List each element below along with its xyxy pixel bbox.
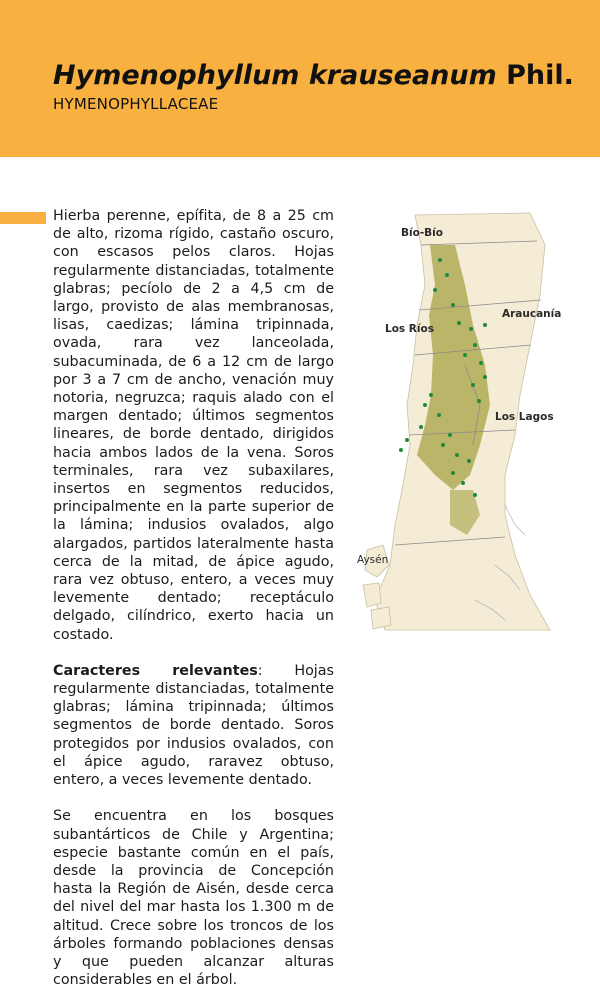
relevant-characters-paragraph bbox=[53, 662, 334, 789]
map-label-biobio: Bío-Bío bbox=[401, 227, 443, 239]
section-marker bbox=[0, 212, 46, 224]
family-name: HYMENOPHYLLACEAE bbox=[53, 95, 219, 113]
relevant-characters-label: Caracteres relevantes bbox=[53, 662, 258, 679]
map-label-losrios: Los Ríos bbox=[385, 323, 434, 335]
distribution-paragraph: Se encuentra en los bosques subantárticos de Chile y Argentina; especie bastante común en el país, desde la provincia de Concepción hasta la Región de Aisén, desde cerca del nivel del mar hasta los 1.300 m de altitud. Crece sobre los troncos de los árboles formando poblaciones densas y que pueden alcanzar alturas considerables en el árbol. bbox=[53, 808, 334, 989]
map-label-aysen: Aysén bbox=[357, 554, 389, 566]
header-band bbox=[0, 0, 600, 157]
text-column bbox=[53, 207, 334, 1007]
distribution-map bbox=[355, 205, 600, 640]
species-author: Phil. bbox=[506, 60, 574, 91]
page-title bbox=[53, 60, 574, 92]
map-label-araucania: Araucanía bbox=[502, 308, 562, 320]
species-name: Hymenophyllum krauseanum bbox=[53, 60, 497, 91]
description-paragraph: Hierba perenne, epífita, de 8 a 25 cm de alto, rizoma rígido, castaño oscuro, con escasos pelos claros. Hojas regularmente distanciadas, totalmente glabras; pecíolo de 2 a 4,5 cm de largo, provisto de alas membranosas, lisas, caedizas; lámina tripinnada, ovada, rara vez lanceolada, subacuminada, de 6 a 12 cm de largo por 3 a 7 cm de ancho, venación muy notoria, negruzca; raquis alado con el margen dentado; últimos segmentos lineares, de borde dentado, dirigidos hacia ambos lados de la vena. Soros terminales, rara vez subaxilares, insertos en segmentos reducidos, principalmente en la parte superior de la lámina; indusios ovalados, algo alargados, partidos lateralmente hasta cerca de la mitad, de ápice agudo, rara vez obtuso, entero, a veces muy levemente dentado; receptáculo delgado, cilíndrico, exerto hacia un costado. bbox=[53, 208, 334, 643]
relevant-characters-text: : Hojas regularmente distanciadas, totalmente glabras; lámina tripinnada; últimos segmentos de borde dentado. Soros protegidos por indusios ovalados, con el ápice agudo, raravez obtuso, entero, a veces levemente dentado. bbox=[53, 662, 334, 789]
map-label-loslagos: Los Lagos bbox=[495, 411, 554, 423]
